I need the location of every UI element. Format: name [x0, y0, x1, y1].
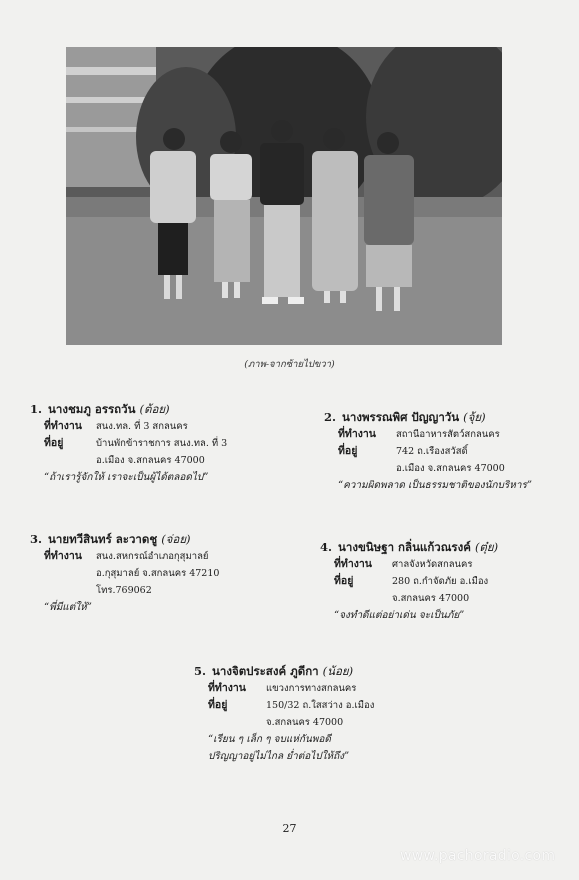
person-entry-5 — [194, 662, 474, 765]
photo-caption: (ภาพ-จากซ้ายไปขวา) — [244, 359, 335, 370]
motto: “พี่มีแต่ให้” — [44, 602, 92, 613]
address-value: บ้านพักข้าราชการ สนง.ทล. ที่ 3 — [96, 438, 228, 449]
page-number: 27 — [282, 822, 297, 835]
motto-line-2: ปริญญาอยู่ไม่ไกล ย่ำต่อไปให้ถึง” — [208, 751, 350, 762]
work-value: แขวงการทางสกลนคร — [266, 683, 357, 694]
address-value-2: อ.เมือง จ.สกลนคร 47000 — [96, 455, 205, 466]
work-value: สนง.ทล. ที่ 3 สกลนคร — [96, 421, 188, 432]
work-label: ที่ทำงาน — [44, 550, 82, 562]
work-value: ศาลจังหวัดสกลนคร — [392, 559, 473, 570]
person-name: นางพรรณพิศ ปัญญาวัน — [342, 410, 460, 424]
person-nickname: (น้อย) — [322, 664, 354, 678]
address-label: ที่อยู่ — [44, 437, 64, 449]
work-value: สนง.สหกรณ์อำเภอกุสุมาลย์ — [96, 551, 209, 562]
work-value: สถานีอาหารสัตว์สกลนคร — [396, 429, 500, 440]
person-number: 3. — [30, 532, 43, 546]
phone-value: โทร.769062 — [96, 585, 152, 596]
work-label: ที่ทำงาน — [334, 558, 372, 570]
person-entry-4 — [320, 538, 575, 624]
address-value-2: อ.กุสุมาลย์ จ.สกลนคร 47210 — [96, 568, 220, 579]
person-name-line — [30, 530, 300, 548]
person-nickname: (จ่อย) — [161, 532, 191, 546]
address-value-2: จ.สกลนคร 47000 — [392, 593, 470, 604]
address-value: 280 ถ.กำจัดภัย อ.เมือง — [392, 576, 489, 587]
address-value-2: จ.สกลนคร 47000 — [266, 717, 344, 728]
group-photo — [66, 47, 502, 345]
person-name: นางขนิษฐา กลิ่นแก้วณรงค์ — [338, 540, 471, 554]
person-nickname: (จุ้ย) — [463, 410, 486, 424]
person-nickname: (ต้อย) — [139, 402, 170, 416]
person-name-line — [194, 662, 474, 680]
work-label: ที่ทำงาน — [338, 428, 376, 440]
person-entry-2 — [324, 408, 574, 494]
person-number: 5. — [194, 664, 207, 678]
person-nickname: (ตุ๋ย) — [474, 540, 499, 554]
photo-illustration — [66, 47, 502, 345]
motto: “เรียน ๆ เล็ก ๆ จบแห่กันพอดี — [208, 734, 331, 745]
work-label: ที่ทำงาน — [44, 420, 82, 432]
motto: “ถ้าเรารู้จักให้ เราจะเป็นผู้ได้ตลอดไป” — [44, 472, 209, 483]
person-name-line — [320, 538, 575, 556]
address-label: ที่อยู่ — [334, 575, 354, 587]
person-name: นายทวีสินทร์ ละวาดชู — [48, 532, 158, 546]
address-label: ที่อยู่ — [338, 445, 358, 457]
person-name: นางชมภู อรรถวัน — [48, 402, 136, 416]
person-number: 2. — [324, 410, 337, 424]
address-label: ที่อยู่ — [208, 699, 228, 711]
person-entry-3 — [30, 530, 300, 616]
address-value: 742 ถ.เรืองสวัสดิ์ — [396, 446, 468, 457]
person-entry-1 — [30, 400, 290, 486]
person-name-line — [324, 408, 574, 426]
address-value-2: อ.เมือง จ.สกลนคร 47000 — [396, 463, 505, 474]
person-name: นางจิตประสงค์ ภูดีกา — [212, 664, 319, 678]
person-name-line — [30, 400, 290, 418]
person-number: 1. — [30, 402, 43, 416]
work-label: ที่ทำงาน — [208, 682, 246, 694]
watermark: www.pachoradio.com — [400, 848, 556, 864]
address-value: 150/32 ถ.ใสสว่าง อ.เมือง — [266, 700, 375, 711]
motto: “จงทำดีแต่อย่าเด่น จะเป็นภัย” — [334, 610, 465, 621]
person-number: 4. — [320, 540, 333, 554]
motto: “ความผิดพลาด เป็นธรรมชาติของนักบริหาร” — [338, 480, 532, 491]
